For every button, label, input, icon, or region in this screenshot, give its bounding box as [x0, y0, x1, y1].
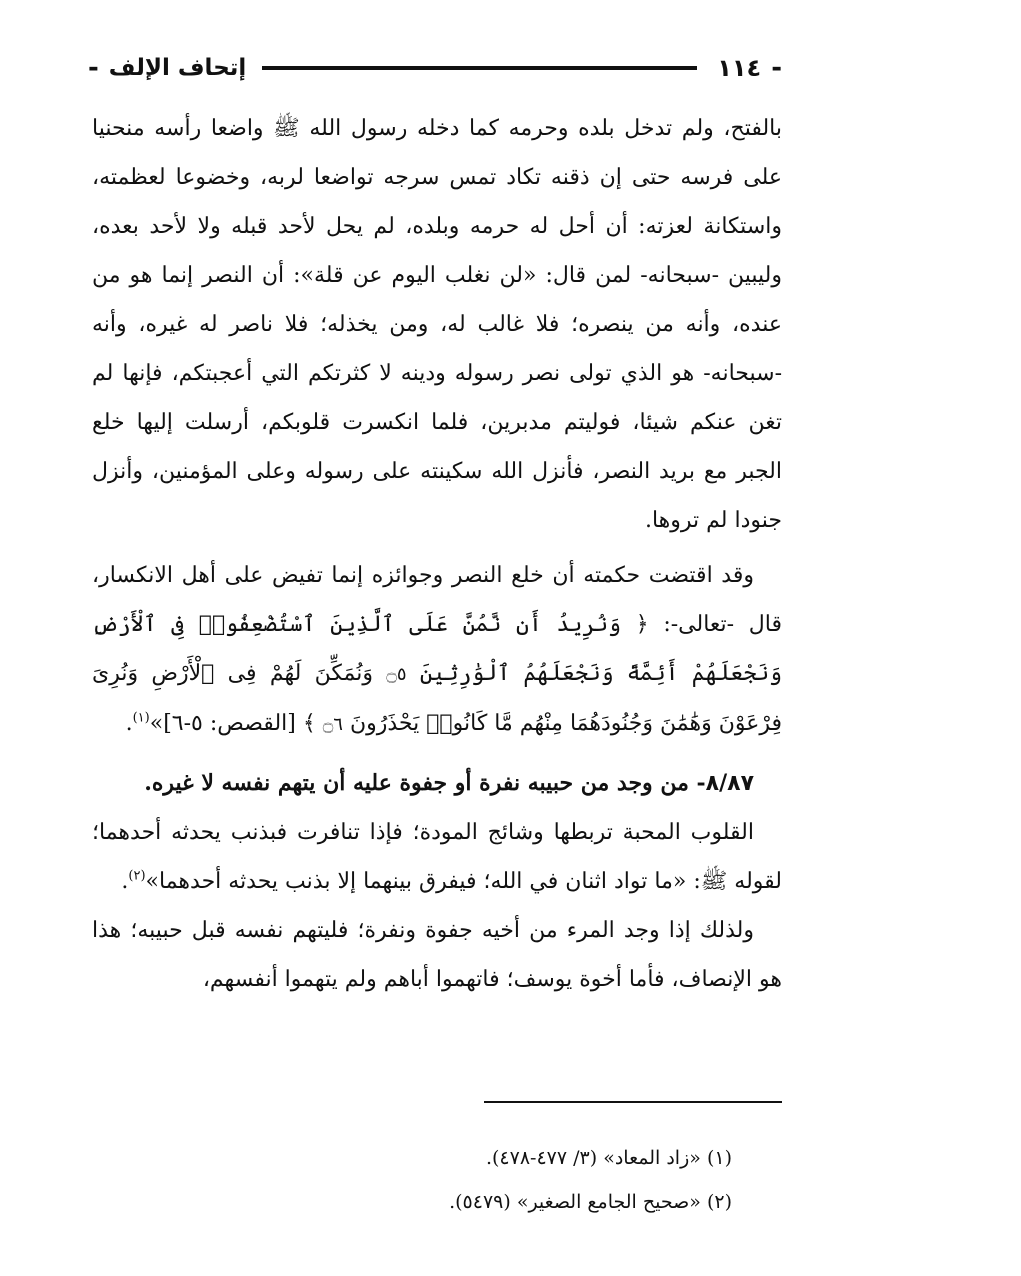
paragraph-5	[92, 906, 782, 1004]
footnote-2-number: (٢)	[706, 1191, 732, 1213]
paragraph-4-end: .	[121, 869, 129, 894]
page-number: ١١٤	[717, 54, 762, 82]
paragraph-4-text: القلوب المحبة تربطها وشائج المودة؛ فإذا تنافرت فبذنب يحدثه أحدهما؛ لقوله ﷺ: «ما تواد اثنان في الله؛ فيفرق بينهما إلا بذنب يحدثه أحدهما»	[92, 820, 782, 894]
footnote-2	[92, 1180, 732, 1224]
ayah-close-bracket: ﴾	[302, 711, 316, 736]
paragraph-5-text: ولذلك إذا وجد المرء من أخيه جفوة ونفرة؛ فليتهم نفسه قبل حبيبه؛ هذا هو الإنصاف، فأما أخوة يوسف؛ فاتهموا أباهم ولم يتهموا أنفسهم،	[92, 918, 782, 992]
header-dash-left: -	[88, 53, 99, 83]
footnote-2-text: «صحيح الجامع الصغير» (٥٤٧٩).	[449, 1191, 701, 1213]
footnote-separator	[484, 1101, 782, 1103]
paragraph-1	[92, 104, 782, 545]
header-rule	[262, 66, 697, 70]
section-number: ٨/٨٧	[705, 771, 754, 796]
footnote-1	[92, 1136, 732, 1180]
page-header	[88, 48, 782, 88]
paragraph-2-end: .	[125, 711, 133, 736]
footnote-1-text: «زاد المعاد» (٣/ ٤٧٧-٤٧٨).	[485, 1147, 701, 1169]
verse-end-mark-6: ۝٦	[322, 714, 343, 735]
surah-citation: [القصص: ٥-٦]»	[149, 711, 303, 736]
body-text	[92, 104, 782, 1004]
section-heading	[92, 759, 782, 808]
verse-end-mark-5: ۝٥	[386, 664, 407, 685]
header-dash-right: -	[771, 53, 782, 83]
paragraph-1-text: بالفتح، ولم تدخل بلده وحرمه كما دخله رسول الله ﷺ واضعا رأسه منحنيا على فرسه حتى إن ذقنه تكاد تمس سرجه تواضعا لربه، وخضوعا لعظمته، واستكانة لعزته: أن أحل له حرمه وبلده، لم يحل لأحد قبله ولا لأحد بعده، وليبين -سبحانه- لمن قال: «لن نغلب اليوم عن قلة»: أن النصر إنما هو من عنده، وأنه من ينصره؛ فلا غالب له، ومن يخذله؛ فلا ناصر له غيره، وأنه -سبحانه- هو الذي تولى نصر رسوله ودينه لا كثرتكم التي أعجبتكم، فإنها لم تغن عنكم شيئا، فوليتم مدبرين، فلما انكسرت قلوبكم، أرسلت إليها خلع الجبر مع بريد النصر، فأنزل الله سكينته على رسوله وعلى المؤمنين، وأنزل جنودا لم تروها.	[92, 116, 782, 533]
paragraph-2	[92, 551, 782, 749]
quran-verse-1: وَنُرِيدُ أَن نَّمُنَّ عَلَى ٱلَّذِينَ ٱسْتُضْعِفُوا۟ فِى ٱلْأَرْضِ وَنَجْعَلَهُمْ أَئِمَّةً وَنَجْعَلَهُمُ ٱلْوَٰرِثِينَ	[92, 612, 783, 686]
footnote-1-number: (١)	[706, 1147, 732, 1169]
paragraph-4	[92, 808, 782, 906]
paragraph-2-intro: وقد اقتضت حكمته أن خلع النصر وجوائزه إنما تفيض على أهل الانكسار، قال -تعالى-:	[92, 563, 782, 637]
footnote-ref-2: (٢)	[128, 868, 146, 884]
section-title: - من وجد من حبيبه نفرة أو جفوة عليه أن يتهم نفسه لا غيره.	[144, 770, 706, 796]
quran-verse-2: وَنُمَكِّنَ لَهُمْ فِى ٱلْأَرْضِ وَنُرِىَ فِرْعَوْنَ وَهَٰمَٰنَ وَجُنُودَهُمَا مِنْهُم مَّا كَانُوا۟ يَحْذَرُونَ	[92, 661, 782, 736]
footnote-ref-1: (١)	[132, 710, 150, 726]
ayah-open-bracket: ﴿	[635, 612, 649, 637]
footnotes	[92, 1136, 732, 1224]
book-title: إتحاف الإلف	[108, 55, 247, 81]
